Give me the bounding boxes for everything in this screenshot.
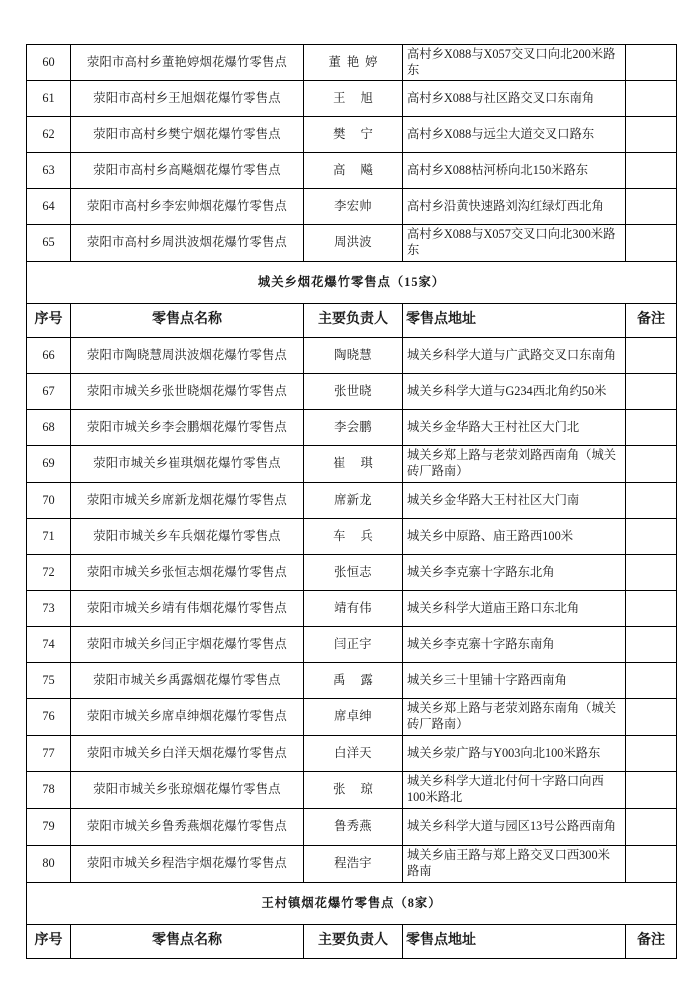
row-index: 66 (27, 337, 71, 373)
table-row (27, 81, 677, 117)
row-note (626, 698, 677, 735)
table-row (27, 153, 677, 189)
row-index: 67 (27, 373, 71, 409)
row-name: 荥阳市城关乡白洋天烟花爆竹零售点 (71, 735, 304, 771)
column-header-person: 主要负责人 (304, 924, 403, 958)
row-name: 荥阳市城关乡车兵烟花爆竹零售点 (71, 518, 304, 554)
row-note (626, 337, 677, 373)
row-person: 李宏帅 (304, 189, 403, 225)
row-note (626, 771, 677, 808)
section-title: 王村镇烟花爆竹零售点（8家） (27, 882, 677, 924)
row-note (626, 373, 677, 409)
column-header-name: 零售点名称 (71, 924, 304, 958)
row-name: 荥阳市城关乡李会鹏烟花爆竹零售点 (71, 409, 304, 445)
table-row (27, 590, 677, 626)
column-header-row (27, 924, 677, 958)
row-note (626, 153, 677, 189)
row-address: 城关乡金华路大王村社区大门南 (403, 482, 626, 518)
column-header-note: 备注 (626, 303, 677, 337)
row-name: 荥阳市城关乡席新龙烟花爆竹零售点 (71, 482, 304, 518)
row-person: 周洪波 (304, 225, 403, 261)
row-note (626, 518, 677, 554)
row-person: 张恒志 (304, 554, 403, 590)
row-person: 崔 琪 (304, 445, 403, 482)
row-name: 荥阳市高村乡李宏帅烟花爆竹零售点 (71, 189, 304, 225)
row-person: 鲁秀燕 (304, 808, 403, 845)
row-person: 李会鹏 (304, 409, 403, 445)
column-header-index: 序号 (27, 924, 71, 958)
row-person: 樊 宁 (304, 117, 403, 153)
row-person: 闫正宇 (304, 626, 403, 662)
row-note (626, 225, 677, 261)
row-index: 73 (27, 590, 71, 626)
row-address: 城关乡科学大道与园区13号公路西南角 (403, 808, 626, 845)
row-address: 城关乡科学大道庙王路口东北角 (403, 590, 626, 626)
row-note (626, 117, 677, 153)
row-person: 董艳婷 (304, 45, 403, 81)
row-index: 72 (27, 554, 71, 590)
row-note (626, 590, 677, 626)
table-row (27, 445, 677, 482)
row-person: 车 兵 (304, 518, 403, 554)
table-body (27, 45, 677, 959)
row-address: 高村乡X088与X057交叉口向北200米路东 (403, 45, 626, 81)
table-row (27, 845, 677, 882)
row-name: 荥阳市城关乡张恒志烟花爆竹零售点 (71, 554, 304, 590)
column-header-name: 零售点名称 (71, 303, 304, 337)
row-address: 城关乡科学大道北付何十字路口向西100米路北 (403, 771, 626, 808)
table-row (27, 189, 677, 225)
table-row (27, 698, 677, 735)
table-row (27, 373, 677, 409)
row-address: 城关乡李克寨十字路东北角 (403, 554, 626, 590)
row-note (626, 662, 677, 698)
row-address: 城关乡科学大道与G234西北角约50米 (403, 373, 626, 409)
column-header-row (27, 303, 677, 337)
row-name: 荥阳市城关乡闫正宇烟花爆竹零售点 (71, 626, 304, 662)
row-person: 王 旭 (304, 81, 403, 117)
row-address: 城关乡金华路大王村社区大门北 (403, 409, 626, 445)
document-page (26, 44, 676, 959)
row-address: 高村乡X088与远尘大道交叉口路东 (403, 117, 626, 153)
table-row (27, 626, 677, 662)
row-address: 高村乡沿黄快速路刘沟红绿灯西北角 (403, 189, 626, 225)
row-note (626, 735, 677, 771)
row-index: 65 (27, 225, 71, 261)
row-name: 荥阳市陶晓慧周洪波烟花爆竹零售点 (71, 337, 304, 373)
row-note (626, 189, 677, 225)
row-address: 城关乡荥广路与Y003向北100米路东 (403, 735, 626, 771)
row-note (626, 81, 677, 117)
row-address: 城关乡科学大道与广武路交叉口东南角 (403, 337, 626, 373)
table-row (27, 808, 677, 845)
row-note (626, 808, 677, 845)
table-row (27, 117, 677, 153)
row-person: 程浩宇 (304, 845, 403, 882)
row-name: 荥阳市城关乡张琼烟花爆竹零售点 (71, 771, 304, 808)
row-person: 张 琼 (304, 771, 403, 808)
row-note (626, 409, 677, 445)
row-note (626, 626, 677, 662)
row-address: 城关乡郑上路与老荥刘路西南角（城关砖厂路南） (403, 445, 626, 482)
row-index: 76 (27, 698, 71, 735)
row-address: 高村乡X088与社区路交叉口东南角 (403, 81, 626, 117)
row-note (626, 845, 677, 882)
row-person: 席卓绅 (304, 698, 403, 735)
row-index: 68 (27, 409, 71, 445)
table-row (27, 482, 677, 518)
column-header-person: 主要负责人 (304, 303, 403, 337)
table-row (27, 225, 677, 261)
row-name: 荥阳市高村乡王旭烟花爆竹零售点 (71, 81, 304, 117)
row-address: 城关乡三十里铺十字路西南角 (403, 662, 626, 698)
row-address: 城关乡庙王路与郑上路交叉口西300米路南 (403, 845, 626, 882)
row-person: 张世晓 (304, 373, 403, 409)
table-row (27, 45, 677, 81)
row-index: 60 (27, 45, 71, 81)
row-index: 69 (27, 445, 71, 482)
column-header-index: 序号 (27, 303, 71, 337)
row-name: 荥阳市城关乡席卓绅烟花爆竹零售点 (71, 698, 304, 735)
row-person: 靖有伟 (304, 590, 403, 626)
row-index: 71 (27, 518, 71, 554)
row-name: 荥阳市城关乡靖有伟烟花爆竹零售点 (71, 590, 304, 626)
row-name: 荥阳市高村乡董艳婷烟花爆竹零售点 (71, 45, 304, 81)
row-name: 荥阳市城关乡崔琪烟花爆竹零售点 (71, 445, 304, 482)
row-name: 荥阳市城关乡张世晓烟花爆竹零售点 (71, 373, 304, 409)
row-address: 高村乡X088枯河桥向北150米路东 (403, 153, 626, 189)
row-index: 74 (27, 626, 71, 662)
row-index: 63 (27, 153, 71, 189)
row-address: 城关乡中原路、庙王路西100米 (403, 518, 626, 554)
section-title-row (27, 261, 677, 303)
row-person: 高 飚 (304, 153, 403, 189)
table-row (27, 771, 677, 808)
row-name: 荥阳市高村乡周洪波烟花爆竹零售点 (71, 225, 304, 261)
row-name: 荥阳市城关乡程浩宇烟花爆竹零售点 (71, 845, 304, 882)
table-row (27, 337, 677, 373)
row-name: 荥阳市高村乡高飚烟花爆竹零售点 (71, 153, 304, 189)
table-row (27, 735, 677, 771)
row-index: 77 (27, 735, 71, 771)
row-person: 陶晓慧 (304, 337, 403, 373)
row-index: 70 (27, 482, 71, 518)
row-address: 高村乡X088与X057交叉口向北300米路东 (403, 225, 626, 261)
row-note (626, 554, 677, 590)
column-header-address: 零售点地址 (403, 303, 626, 337)
row-name: 荥阳市城关乡禹露烟花爆竹零售点 (71, 662, 304, 698)
column-header-note: 备注 (626, 924, 677, 958)
row-note (626, 445, 677, 482)
column-header-address: 零售点地址 (403, 924, 626, 958)
table-row (27, 409, 677, 445)
row-index: 61 (27, 81, 71, 117)
row-index: 79 (27, 808, 71, 845)
row-index: 64 (27, 189, 71, 225)
table-row (27, 518, 677, 554)
row-index: 80 (27, 845, 71, 882)
table-row (27, 554, 677, 590)
row-address: 城关乡郑上路与老荥刘路东南角（城关砖厂路南） (403, 698, 626, 735)
row-name: 荥阳市城关乡鲁秀燕烟花爆竹零售点 (71, 808, 304, 845)
row-note (626, 45, 677, 81)
retail-points-table (26, 44, 677, 959)
section-title-row (27, 882, 677, 924)
row-person: 席新龙 (304, 482, 403, 518)
row-index: 75 (27, 662, 71, 698)
row-person: 白洋天 (304, 735, 403, 771)
row-address: 城关乡李克寨十字路东南角 (403, 626, 626, 662)
section-title: 城关乡烟花爆竹零售点（15家） (27, 261, 677, 303)
row-index: 62 (27, 117, 71, 153)
row-index: 78 (27, 771, 71, 808)
table-row (27, 662, 677, 698)
row-person: 禹 露 (304, 662, 403, 698)
row-name: 荥阳市高村乡樊宁烟花爆竹零售点 (71, 117, 304, 153)
row-note (626, 482, 677, 518)
